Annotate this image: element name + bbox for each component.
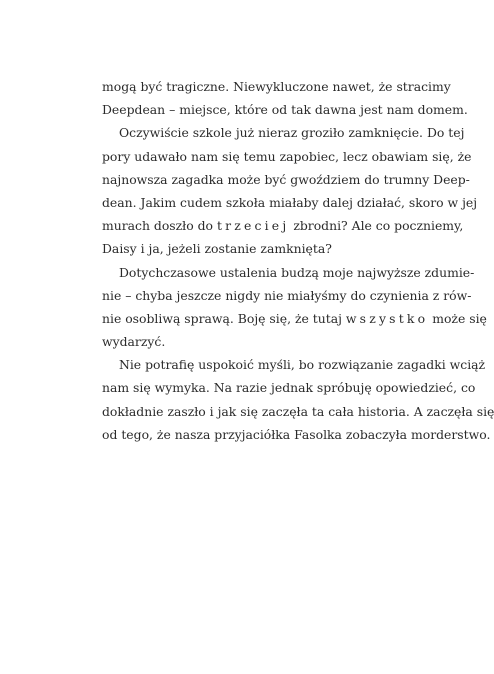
text-line bbox=[102, 307, 487, 330]
text-line: Nie potrafię uspokoić myśli, bo rozwiązanie zagadki wciąż bbox=[119, 357, 486, 373]
text-line: dean. Jakim cudem szkoła miałaby dalej działać, skoro w jej bbox=[102, 194, 478, 210]
text-line: nie – chyba jeszcze nigdy nie miałyśmy do czynienia z rów- bbox=[102, 287, 472, 303]
text-line: najnowsza zagadka może być gwoździem do trumny Deep- bbox=[102, 171, 470, 187]
text-line: Oczywiście szkole już nieraz groziło zamknięcie. Do tej bbox=[119, 125, 465, 141]
text-line: nam się wymyka. Na razie jednak spróbuję opowiedzieć, co bbox=[102, 380, 476, 396]
text-fragment: zbrodni? Ale co poczniemy, bbox=[289, 218, 464, 234]
text-fragment: może się bbox=[428, 310, 487, 326]
text-line: Daisy i ja, jeżeli zostanie zamknięta? bbox=[102, 241, 332, 257]
text-line: pory udawało nam się temu zapobiec, lecz obawiam się, że bbox=[102, 148, 472, 164]
paragraph-3 bbox=[102, 261, 487, 354]
text-fragment: murach doszło do bbox=[102, 218, 217, 234]
text-line bbox=[102, 214, 464, 237]
text-fragment: nie osobliwą sprawą. Boję się, że tutaj bbox=[102, 310, 346, 326]
body-text bbox=[102, 75, 494, 446]
text-line: Dotychczasowe ustalenia budzą moje najwyższe zdumie- bbox=[119, 264, 475, 280]
paragraph-4 bbox=[102, 353, 494, 446]
paragraph-1 bbox=[102, 75, 468, 121]
spaced-emphasis: wszystko bbox=[345, 310, 429, 326]
text-line: wydarzyć. bbox=[102, 334, 166, 350]
text-line: mogą być tragiczne. Niewykluczone nawet, że stracimy bbox=[102, 79, 451, 94]
paragraph-2 bbox=[102, 121, 478, 260]
text-line: od tego, że nasza przyjaciółka Fasolka zobaczyła morderstwo. bbox=[102, 426, 491, 442]
spaced-emphasis: trzeciej bbox=[216, 218, 290, 234]
text-line: Deepdean – miejsce, które od tak dawna jest nam domem. bbox=[102, 102, 468, 118]
text-line: dokładnie zaszło i jak się zaczęła ta cała historia. A zaczęła się bbox=[102, 403, 494, 419]
